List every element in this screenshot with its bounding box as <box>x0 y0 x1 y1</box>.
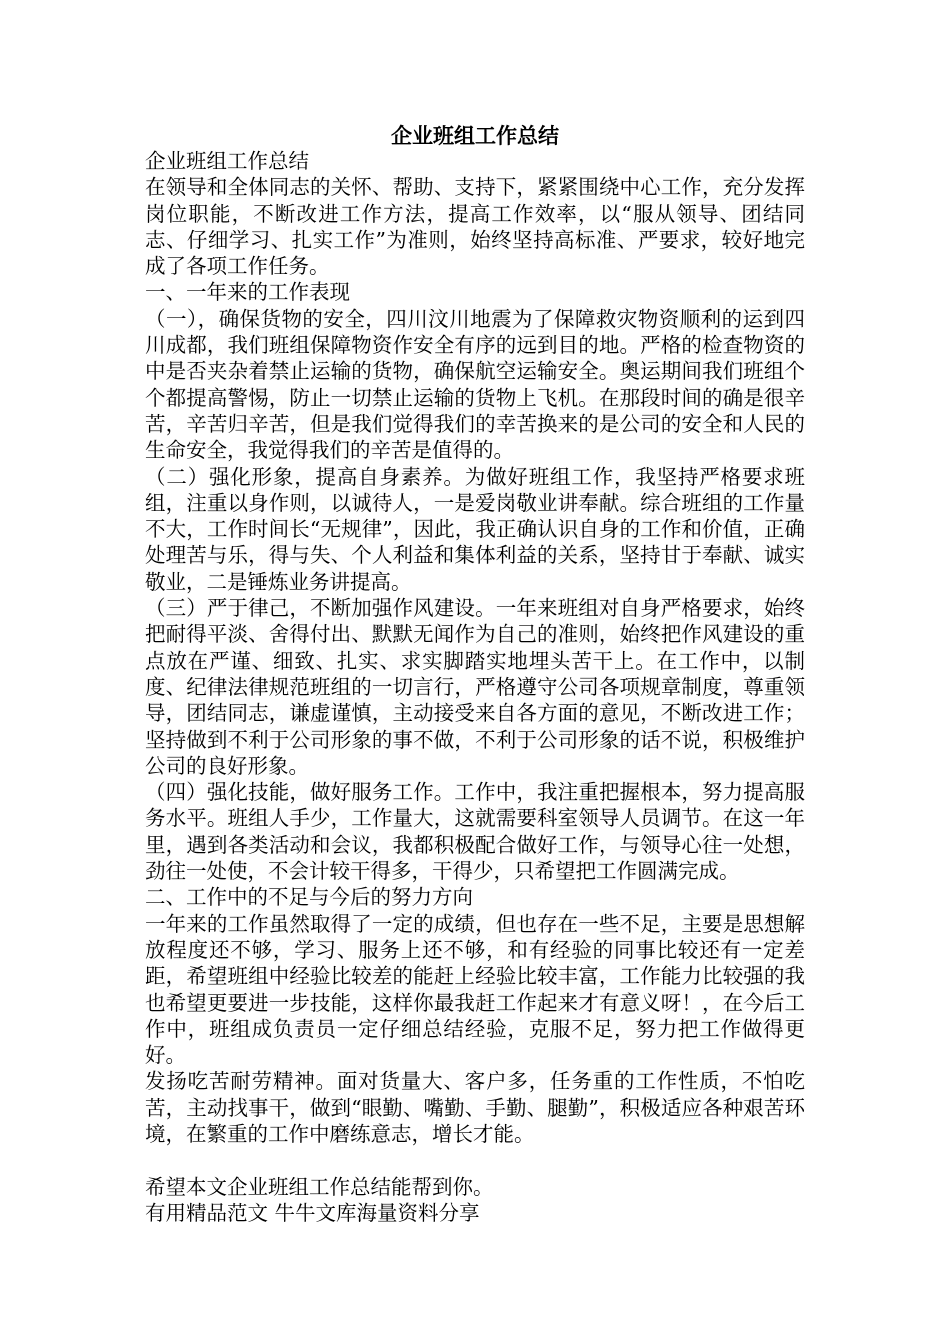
body-paragraph: （二）强化形象，提高自身素养。为做好班组工作，我坚持严格要求班组，注重以身作则，以诚待人，一是爱岗敬业讲奉献。综合班组的工作量不大，工作时间长“无规律”，因此，我正确认识自身的工作和价值，正确处理苦与乐，得与失、个人利益和集体利益的关系，坚持甘于奉献、诚实敬业，二是锤炼业务讲提高。 <box>145 464 805 594</box>
blank-line <box>145 1147 805 1173</box>
closing-paragraph: 希望本文企业班组工作总结能帮到你。 <box>145 1174 494 1199</box>
document-title: 企业班组工作总结 <box>391 124 559 148</box>
body-paragraph: 一年来的工作虽然取得了一定的成绩，但也存在一些不足，主要是思想解放程度还不够，学习、服务上还不够，和有经验的同事比较还有一定差距，希望班组中经验比较差的能赶上经验比较丰富，工作能力比较强的我也希望更要进一步技能，这样你最我赶工作起来才有意义呀！，在今后工作中，班组成负责员一定仔细总结经验，克服不足，努力把工作做得更好。 <box>145 911 805 1068</box>
body-paragraph: （三）严于律己，不断加强作风建设。一年来班组对自身严格要求，始终把耐得平淡、舍得付出、默默无闻作为自己的准则，始终把作风建设的重点放在严谨、细致、扎实、求实脚踏实地埋头苦干上。在工作中，以制度、纪律法律规范班组的一切言行，严格遵守公司各项规章制度，尊重领导，团结同志，谦虚谨慎，主动接受来自各方面的意见，不断改进工作；坚持做到不利于公司形象的事不做，不利于公司形象的话不说，积极维护公司的良好形象。 <box>145 596 805 778</box>
document-body <box>145 148 805 1226</box>
body-paragraph: （一），确保货物的安全，四川汶川地震为了保障救灾物资顺利的运到四川成都，我们班组保障物资作安全有序的远到目的地。严格的检查物资的中是否夹杂着禁止运输的货物，确保航空运输安全。奥运期间我们班组个个都提高警惕，防止一切禁止运输的货物上飞机。在那段时间的确是很辛苦，辛苦归辛苦，但是我们觉得我们的幸苦换来的是公司的安全和人民的生命安全，我觉得我们的辛苦是值得的。 <box>145 306 805 463</box>
section-heading-2: 二、工作中的不足与今后的努力方向 <box>145 885 473 910</box>
footer-paragraph: 有用精品范文 牛牛文库海量资料分享 <box>145 1200 480 1225</box>
section-heading-1: 一、一年来的工作表现 <box>145 280 350 305</box>
intro-paragraph: 在领导和全体同志的关怀、帮助、支持下，紧紧围绕中心工作，充分发挥岗位职能，不断改进工作方法，提高工作效率，以“服从领导、团结同志、仔细学习、扎实工作”为准则，始终坚持高标准、严要求，较好地完成了各项工作任务。 <box>145 175 805 279</box>
body-paragraph: （四）强化技能，做好服务工作。工作中，我注重把握根本，努力提高服务水平。班组人手少，工作量大，这就需要科室领导人员调节。在这一年里，遇到各类活动和会议，我都积极配合做好工作，与领导心往一处想，劲往一处使，不会计较干得多，干得少，只希望把工作圆满完成。 <box>145 780 805 884</box>
body-paragraph: 发扬吃苦耐劳精神。面对货量大、客户多，任务重的工作性质，不怕吃苦，主动找事干，做到“眼勤、嘴勤、手勤、腿勤”，积极适应各种艰苦环境，在繁重的工作中磨练意志，增长才能。 <box>145 1069 805 1146</box>
subtitle-paragraph: 企业班组工作总结 <box>145 149 309 173</box>
